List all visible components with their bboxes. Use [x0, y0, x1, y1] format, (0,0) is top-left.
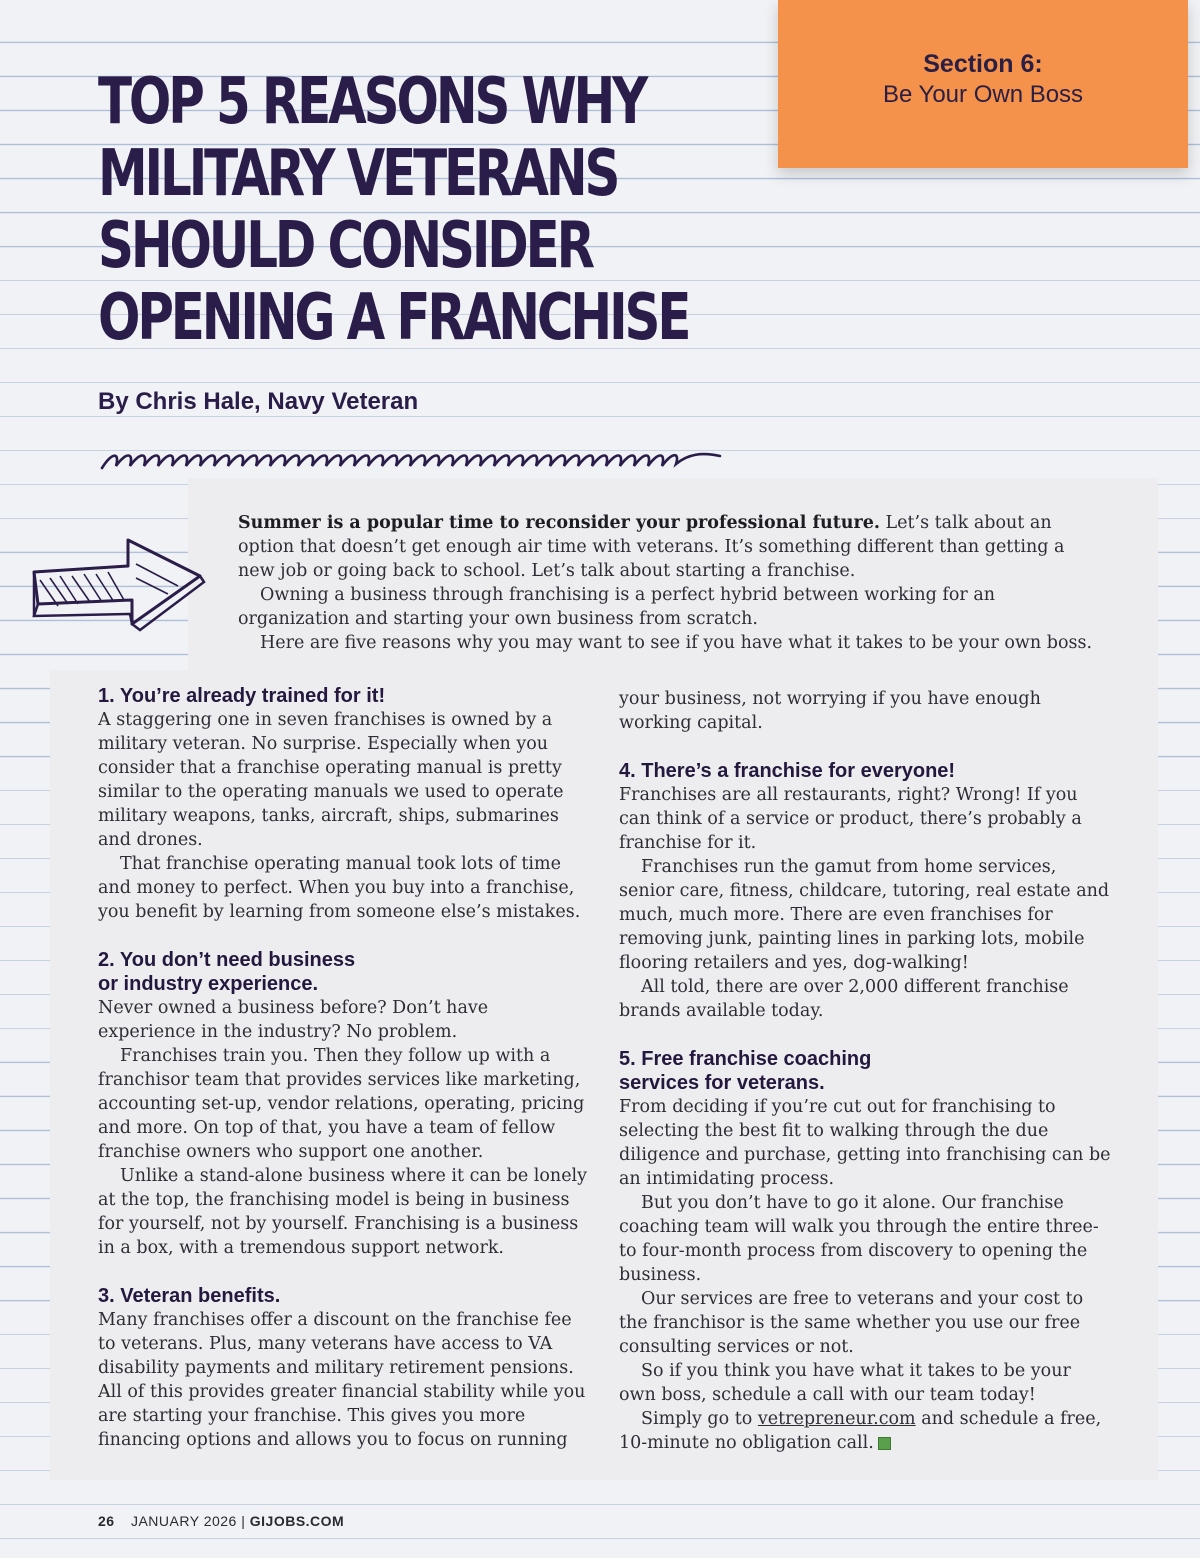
- section-3-heading: 3. Veteran benefits.: [98, 1285, 281, 1307]
- byline: By Chris Hale, Navy Veteran: [98, 388, 419, 415]
- section-5-paragraph-5: [619, 1407, 1111, 1455]
- section-1-paragraph-2: That franchise operating manual took lots of time and money to perfect. When you buy into a franchise, you benefit by learning from someone else’s mistakes.: [98, 854, 581, 922]
- section-1-heading: 1. You’re already trained for it!: [98, 685, 386, 707]
- section-label: Section 6:: [923, 50, 1043, 78]
- squiggle-divider: [98, 442, 728, 482]
- section-2-heading-line-1: 2. You don’t need business: [98, 949, 356, 971]
- intro-lead: Summer is a popular time to reconsider your professional future.: [238, 513, 880, 533]
- section-5-heading-line-1: 5. Free franchise coaching: [619, 1048, 872, 1070]
- section-3-paragraph-1-continued: your business, not worrying if you have enough working capital.: [619, 689, 1041, 733]
- intro-paragraph-2: Owning a business through franchising is a perfect hybrid between working for an organization and starting your own business from scratch.: [238, 585, 996, 629]
- page-footer: [98, 1513, 344, 1529]
- section-4-paragraph-2: Franchises run the gamut from home services, senior care, fitness, childcare, tutoring, real estate and much, much more. There are even franchises for removing junk, painting lines in parking lots, mobile flooring retailers and yes, dog-walking!: [619, 857, 1110, 973]
- column-left: [98, 684, 590, 1452]
- section-5-paragraph-1: From deciding if you’re cut out for franchising to selecting the best fit to walking through the due diligence and purchase, getting into franchising can be an intimidating process.: [619, 1097, 1111, 1189]
- section-5-paragraph-3: Our services are free to veterans and your cost to the franchisor is the same whether you use our free consulting services or not.: [619, 1289, 1084, 1357]
- page-number: 26: [98, 1513, 115, 1529]
- intro-p1-rest: Let’s talk about an option that doesn’t get enough air time with veterans. It’s something different than getting a new job or going back to school. Let’s talk about starting a franchise.: [238, 513, 1065, 581]
- section-2-heading: [98, 948, 590, 996]
- section-2-paragraph-2: Franchises train you. Then they follow up with a franchisor team that provides services like marketing, accounting set-up, vendor relations, operating, pricing and more. On top of that, you have a team of fellow franchise owners who support one another.: [98, 1046, 585, 1162]
- section-4-paragraph-3: All told, there are over 2,000 different franchise brands available today.: [619, 977, 1069, 1021]
- footer-separator: |: [241, 1513, 246, 1529]
- vetrepreneur-link[interactable]: vetrepreneur.com: [757, 1409, 916, 1429]
- headline-line-2: MILITARY VETERANS: [98, 137, 618, 211]
- cta-text-before: Simply go to: [641, 1409, 758, 1429]
- section-4-paragraph-1: Franchises are all restaurants, right? Wrong! If you can think of a service or product, there’s probably a franchise for it.: [619, 785, 1082, 853]
- section-2-heading-line-2: or industry experience.: [98, 973, 319, 995]
- section-title: Be Your Own Boss: [882, 81, 1084, 108]
- intro-paragraph-1: [238, 511, 1098, 583]
- section-1-paragraph-1: A staggering one in seven franchises is owned by a military veteran. No surprise. Especially when you consider that a franchise operating manual is pretty similar to the operating manuals we used to operate military weapons, tanks, aircraft, ships, submarines and drones.: [98, 710, 564, 850]
- section-3-paragraph-1: Many franchises offer a discount on the franchise fee to veterans. Plus, many veterans have access to VA disability payments and military retirement pensions. All of this provides greater financial stability while you are starting your franchise. This gives you more financing options and allows you to focus on running: [98, 1310, 586, 1450]
- end-mark-icon: [878, 1437, 891, 1450]
- section-4-heading: 4. There’s a franchise for everyone!: [619, 760, 956, 782]
- site-name: GIJOBS.COM: [249, 1513, 345, 1529]
- headline-line-4: OPENING A FRANCHISE: [98, 281, 689, 355]
- section-sticky-note: [778, 0, 1188, 168]
- section-5-paragraph-4: So if you think you have what it takes to be your own boss, schedule a call with our team today!: [619, 1361, 1071, 1405]
- headline-line-3: SHOULD CONSIDER: [98, 209, 592, 283]
- intro-paragraph-3: Here are five reasons why you may want to see if you have what it takes to be your own boss.: [260, 633, 1093, 653]
- headline-line-1: TOP 5 REASONS WHY: [98, 65, 646, 139]
- cta-text-after: and schedule a free, 10-minute no obligation call.: [619, 1409, 1102, 1453]
- column-right: [619, 687, 1111, 1455]
- hand-drawn-arrow-icon: [28, 524, 208, 634]
- issue-date: JANUARY 2026: [130, 1513, 237, 1529]
- section-5-heading: [619, 1047, 1111, 1095]
- section-5-heading-line-2: services for veterans.: [619, 1072, 825, 1094]
- section-2-paragraph-3: Unlike a stand-alone business where it can be lonely at the top, the franchising model is being in business for yourself, not by yourself. Franchising is a business in a box, with a tremendous support network.: [98, 1166, 588, 1258]
- intro-text: [238, 511, 1098, 655]
- article-headline: [98, 65, 689, 355]
- section-5-paragraph-2: But you don’t have to go it alone. Our franchise coaching team will walk you through the entire three- to four-month process from discovery to opening the business.: [619, 1193, 1099, 1285]
- section-2-paragraph-1: Never owned a business before? Don’t have experience in the industry? No problem.: [98, 998, 489, 1042]
